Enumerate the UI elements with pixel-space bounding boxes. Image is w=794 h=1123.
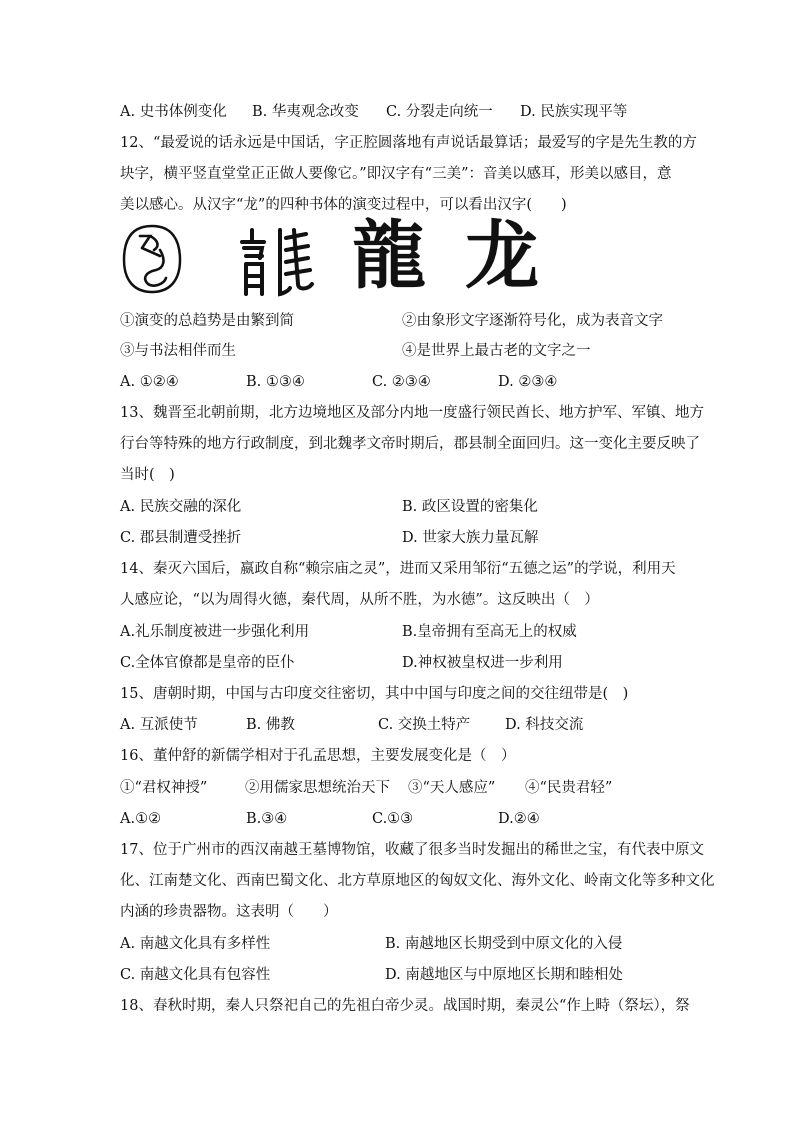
q12-stem-line-1: 12、“最爱说的话永远是中国话，字正腔圆落地有声说话最算话；最爱写的字是先生教的方	[120, 135, 697, 151]
seal-script-dragon-glyph	[120, 222, 184, 296]
q14-stem-line-1: 14、秦灭六国后，嬴政自称“赖宗庙之灵”，进而又采用邹衍“五德之运”的学说，利用天	[120, 561, 676, 577]
q13-stem-line-1: 13、魏晋至北朝前期，北方边境地区及部分内地一度盛行领民酋长、地方护军、军镇、地方	[120, 405, 704, 421]
q12-statement-4: ④是世界上最古老的文字之一	[402, 343, 591, 359]
q16-statement-2: ②用儒家思想统治天下	[245, 780, 390, 796]
q12-option-d: D. ②③④	[498, 374, 558, 390]
q13-stem-line-2: 行台等特殊的地方行政制度，到北魏孝文帝时期后，郡县制全面回归。这一变化主要反映了	[120, 436, 700, 452]
q17-stem-line-1: 17、位于广州市的西汉南越王墓博物馆，收藏了很多当时发掘出的稀世之宝，有代表中原文	[120, 842, 704, 858]
q12-option-c: C. ②③④	[372, 374, 431, 390]
dragon-script-evolution-figure	[120, 213, 550, 302]
q12-option-b: B. ①③④	[246, 374, 305, 390]
q14-option-d: D.神权被皇权进一步利用	[402, 655, 563, 671]
q12-statement-3: ③与书法相伴而生	[120, 343, 236, 359]
q12-statement-2: ②由象形文字逐渐符号化，成为表音文字	[402, 313, 663, 329]
q12-option-a: A. ①②④	[120, 374, 179, 390]
q15-option-b: B. 佛教	[246, 717, 295, 733]
q11-option-c: C. 分裂走向统一	[386, 104, 493, 120]
q16-statement-4: ④“民贵君轻”	[525, 780, 613, 796]
q13-option-c: C. 郡县制遭受挫折	[120, 530, 242, 546]
q17-option-c: C. 南越文化具有包容性	[120, 967, 271, 983]
q16-stem-line-1: 16、董仲舒的新儒学相对于孔孟思想，主要发展变化是（ ）	[120, 748, 516, 764]
q17-stem-line-3: 内涵的珍贵器物。这表明（ ）	[120, 904, 338, 920]
q15-stem-line-1: 15、唐朝时期，中国与古印度交往密切，其中中国与印度之间的交往纽带是( )	[120, 686, 629, 702]
q17-option-b: B. 南越地区长期受到中原文化的入侵	[385, 936, 623, 952]
q14-option-a: A.礼乐制度被进一步强化利用	[120, 624, 310, 640]
q15-option-c: C. 交换土特产	[378, 717, 471, 733]
q13-stem-line-3: 当时( )	[120, 467, 175, 483]
q11-option-a: A. 史书体例变化	[120, 104, 227, 120]
q13-option-b: B. 政区设置的密集化	[402, 499, 538, 515]
q15-option-a: A. 互派使节	[120, 717, 198, 733]
q16-option-b: B.③④	[246, 811, 288, 827]
traditional-dragon-glyph: 龍	[352, 213, 426, 299]
q12-stem-line-2: 块字，横平竖直堂堂正正做人要像它。”即汉字有“三美”：音美以感耳，形美以感目，意	[120, 166, 672, 182]
q16-option-d: D.②④	[498, 811, 540, 827]
small-seal-dragon-glyph	[238, 224, 318, 298]
q17-option-a: A. 南越文化具有多样性	[120, 936, 271, 952]
q14-option-b: B.皇帝拥有至高无上的权威	[402, 624, 577, 640]
simplified-dragon-glyph: 龙	[465, 213, 539, 299]
q15-option-d: D. 科技交流	[505, 717, 584, 733]
q11-option-b: B. 华夷观念改变	[252, 104, 359, 120]
q16-statement-3: ③“天人感应”	[408, 780, 496, 796]
q16-option-c: C.①③	[372, 811, 414, 827]
q17-option-d: D. 南越地区与中原地区长期和睦相处	[385, 967, 623, 983]
q18-stem-line-1: 18、春秋时期，秦人只祭祀自己的先祖白帝少灵。战国时期，秦灵公“作上畤（祭坛），祭	[120, 998, 690, 1014]
q16-statement-1: ①“君权神授”	[120, 780, 208, 796]
q13-option-a: A. 民族交融的深化	[120, 499, 242, 515]
q13-option-d: D. 世家大族力量瓦解	[402, 530, 539, 546]
q14-stem-line-2: 人感应论，“以为周得火德，秦代周，从所不胜，为水德”。这反映出（ ）	[120, 592, 599, 608]
q16-option-a: A.①②	[120, 811, 162, 827]
q17-stem-line-2: 化、江南楚文化、西南巴蜀文化、北方草原地区的匈奴文化、海外文化、岭南文化等多种文化	[120, 873, 715, 889]
q11-option-d: D. 民族实现平等	[520, 104, 628, 120]
q12-stem-line-3: 美以感心。从汉字“龙”的四种书体的演变过程中，可以看出汉字( )	[120, 197, 567, 213]
q12-statement-1: ①演变的总趋势是由繁到简	[120, 313, 294, 329]
q14-option-c: C.全体官僚都是皇帝的臣仆	[120, 655, 295, 671]
